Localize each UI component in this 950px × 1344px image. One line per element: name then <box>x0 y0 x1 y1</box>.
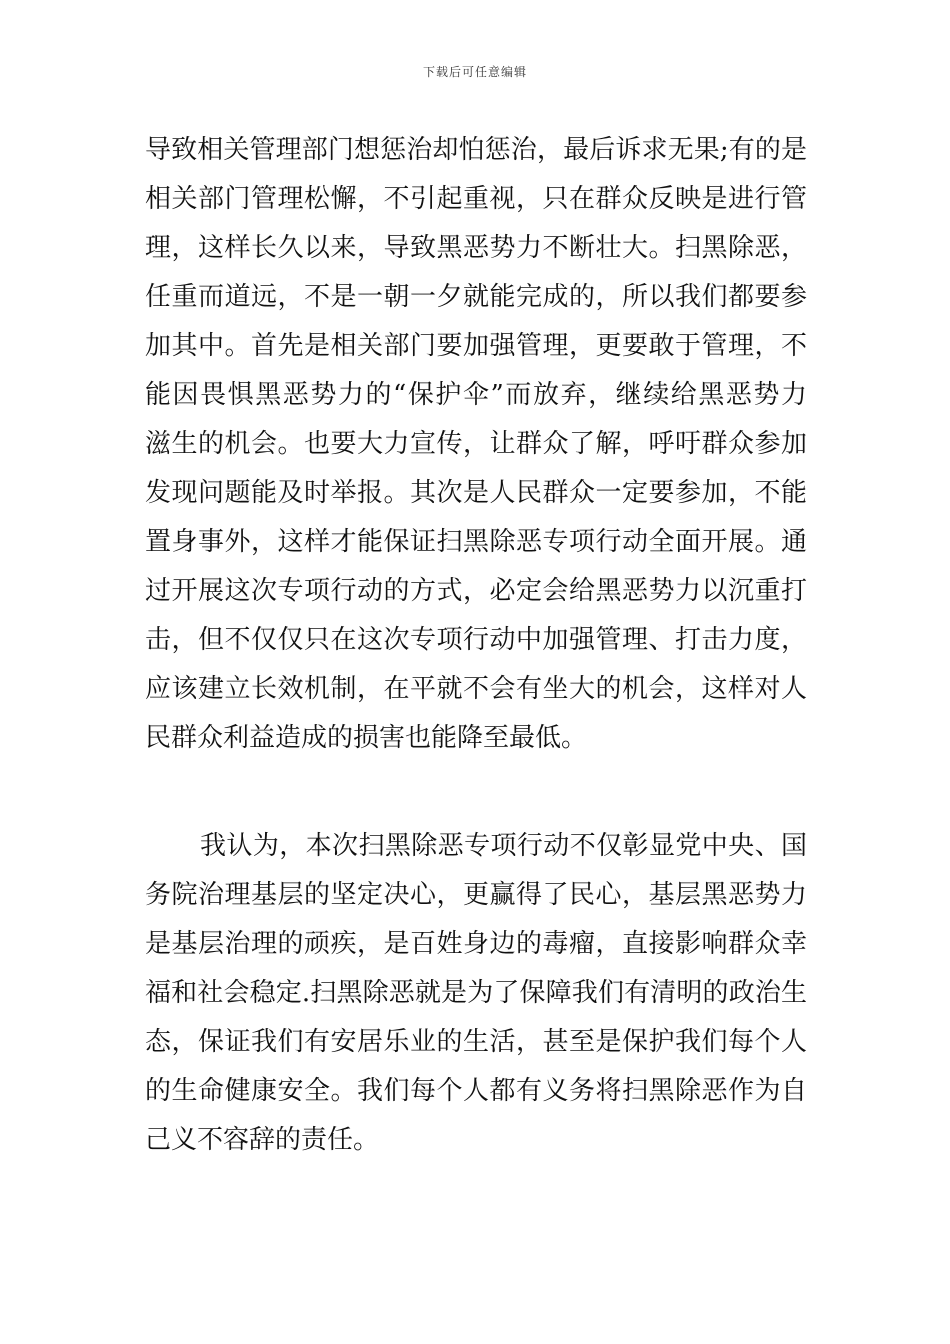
page-header-note: 下载后可任意编辑 <box>422 65 527 79</box>
paragraph-1-line-7: 滋生的机会。也要大力宣传，让群众了解，呼吁群众参加 <box>145 429 807 459</box>
paragraph-1-line-11: 击，但不仅仅只在这次专项行动中加强管理、打击力度， <box>145 625 807 655</box>
paragraph-1-line-13: 民群众利益造成的损害也能降至最低。 <box>145 723 588 753</box>
paragraph-1-line-3: 理，这样长久以来，导致黑恶势力不断壮大。扫黑除恶， <box>145 233 807 263</box>
paragraph-2-line-7: 己义不容辞的责任。 <box>145 1125 380 1155</box>
paragraph-2-line-2: 务院治理基层的坚定决心，更赢得了民心，基层黑恶势力 <box>145 880 807 910</box>
paragraph-1-line-1: 导致相关管理部门想惩治却怕惩治，最后诉求无果;有的是 <box>145 135 807 165</box>
paragraph-2-line-4: 福和社会稳定.扫黑除恶就是为了保障我们有清明的政治生 <box>145 978 807 1008</box>
paragraph-2-line-5: 态，保证我们有安居乐业的生活，甚至是保护我们每个人 <box>145 1027 807 1057</box>
paragraph-1-line-12: 应该建立长效机制，在平就不会有坐大的机会，这样对人 <box>145 674 807 704</box>
paragraph-1-line-8: 发现问题能及时举报。其次是人民群众一定要参加，不能 <box>145 478 807 508</box>
paragraph-2-line-3: 是基层治理的顽疾，是百姓身边的毒瘤，直接影响群众幸 <box>145 929 807 959</box>
paragraph-1-line-2: 相关部门管理松懈，不引起重视，只在群众反映是进行管 <box>145 184 807 214</box>
paragraph-2-line-6: 的生命健康安全。我们每个人都有义务将扫黑除恶作为自 <box>145 1076 807 1106</box>
paragraph-1-line-10: 过开展这次专项行动的方式，必定会给黑恶势力以沉重打 <box>145 576 807 606</box>
paragraph-2-line-1: 我认为，本次扫黑除恶专项行动不仅彰显党中央、国 <box>200 831 807 861</box>
paragraph-1-line-6: 能因畏惧黑恶势力的“保护伞”而放弃，继续给黑恶势力 <box>145 380 807 410</box>
paragraph-1-line-4: 任重而道远，不是一朝一夕就能完成的，所以我们都要参 <box>145 282 807 312</box>
paragraph-1-line-9: 置身事外，这样才能保证扫黑除恶专项行动全面开展。通 <box>145 527 807 557</box>
paragraph-1-line-5: 加其中。首先是相关部门要加强管理，更要敢于管理，不 <box>145 331 807 361</box>
